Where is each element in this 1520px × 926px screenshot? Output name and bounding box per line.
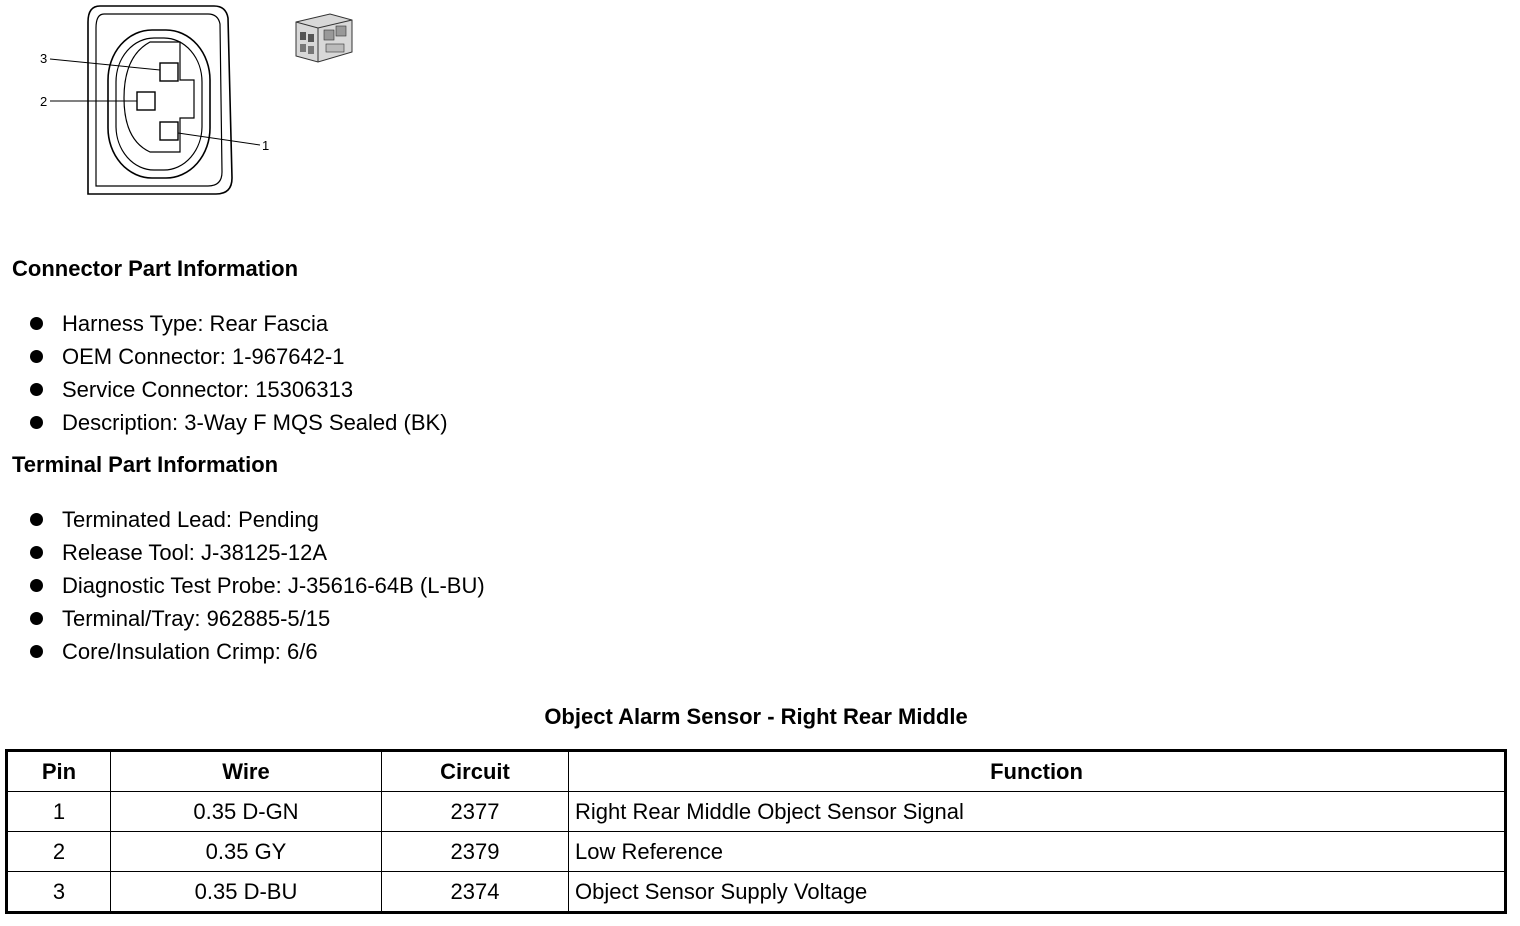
list-item-text: Diagnostic Test Probe: J-35616-64B (L-BU) bbox=[62, 573, 485, 598]
list-item-text: OEM Connector: 1-967642-1 bbox=[62, 344, 345, 369]
seal-outer bbox=[108, 30, 210, 178]
pin-table bbox=[5, 749, 1507, 914]
cavity-3 bbox=[160, 63, 178, 81]
connector-diagram bbox=[0, 0, 380, 210]
cell-circuit: 2374 bbox=[382, 872, 569, 913]
bullet-icon bbox=[30, 383, 43, 396]
list-item-text: Terminated Lead: Pending bbox=[62, 507, 319, 532]
terminal-insert bbox=[124, 42, 194, 152]
header-circuit: Circuit bbox=[382, 751, 569, 792]
bullet-icon bbox=[30, 350, 43, 363]
housing-inner bbox=[96, 14, 222, 186]
connector-part-list bbox=[30, 307, 448, 439]
cell-function: Right Rear Middle Object Sensor Signal bbox=[569, 792, 1506, 832]
header-wire: Wire bbox=[111, 751, 382, 792]
list-item-text: Release Tool: J-38125-12A bbox=[62, 540, 327, 565]
list-item bbox=[30, 569, 485, 602]
list-item bbox=[30, 406, 448, 439]
bullet-icon bbox=[30, 416, 43, 429]
list-item-text: Service Connector: 15306313 bbox=[62, 377, 354, 402]
list-item bbox=[30, 307, 448, 340]
bullet-icon bbox=[30, 645, 43, 658]
list-item bbox=[30, 536, 485, 569]
connector-part-title: Connector Part Information bbox=[12, 256, 299, 281]
cell-pin: 3 bbox=[7, 872, 111, 913]
connector-thumbnail-icon bbox=[296, 14, 352, 62]
list-item-text: Description: 3-Way F MQS Sealed (BK) bbox=[62, 410, 448, 435]
cell-function: Object Sensor Supply Voltage bbox=[569, 872, 1506, 913]
header-function: Function bbox=[569, 751, 1506, 792]
terminal-part-title: Terminal Part Information bbox=[12, 452, 279, 477]
list-item bbox=[30, 340, 448, 373]
terminal-part-list bbox=[30, 503, 485, 668]
table-row bbox=[7, 872, 1506, 913]
bullet-icon bbox=[30, 317, 43, 330]
seal-inner bbox=[116, 38, 202, 170]
pin-label-3: 3 bbox=[40, 51, 48, 66]
cell-wire: 0.35 D-GN bbox=[111, 792, 382, 832]
list-item-text: Terminal/Tray: 962885-5/15 bbox=[62, 606, 331, 631]
cell-circuit: 2379 bbox=[382, 832, 569, 872]
list-item bbox=[30, 373, 448, 406]
list-item-text: Core/Insulation Crimp: 6/6 bbox=[62, 639, 318, 664]
list-item bbox=[30, 635, 485, 668]
cell-wire: 0.35 D-BU bbox=[111, 872, 382, 913]
pin-label-2: 2 bbox=[40, 94, 48, 109]
table-row bbox=[7, 792, 1506, 832]
table-header-row bbox=[7, 751, 1506, 792]
pin-label-1: 1 bbox=[262, 138, 270, 153]
cavity-2 bbox=[137, 92, 155, 110]
cell-circuit: 2377 bbox=[382, 792, 569, 832]
list-item-text: Harness Type: Rear Fascia bbox=[62, 311, 329, 336]
cell-pin: 1 bbox=[7, 792, 111, 832]
list-item bbox=[30, 503, 485, 536]
bullet-icon bbox=[30, 579, 43, 592]
cavity-1 bbox=[160, 122, 178, 140]
list-item bbox=[30, 602, 485, 635]
cell-function: Low Reference bbox=[569, 832, 1506, 872]
cell-wire: 0.35 GY bbox=[111, 832, 382, 872]
leader-3 bbox=[50, 59, 160, 70]
pin-table-title: Object Alarm Sensor - Right Rear Middle bbox=[544, 704, 968, 729]
bullet-icon bbox=[30, 513, 43, 526]
cell-pin: 2 bbox=[7, 832, 111, 872]
leader-1 bbox=[178, 133, 260, 145]
bullet-icon bbox=[30, 546, 43, 559]
table-row bbox=[7, 832, 1506, 872]
header-pin: Pin bbox=[7, 751, 111, 792]
connector-face-drawing bbox=[0, 0, 380, 210]
bullet-icon bbox=[30, 612, 43, 625]
